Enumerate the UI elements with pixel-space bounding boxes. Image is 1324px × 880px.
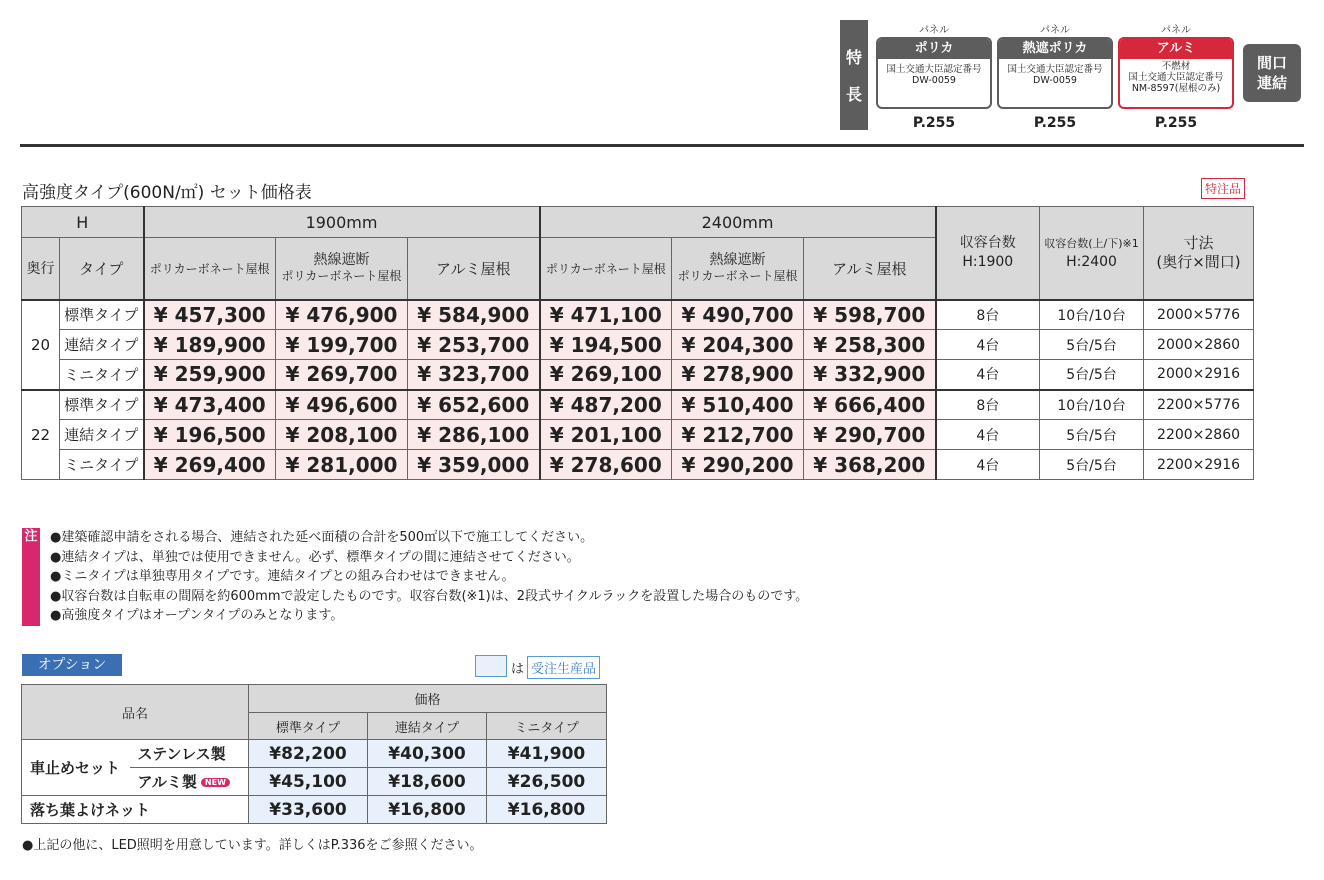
size-cell: 2200×2860 bbox=[1144, 420, 1254, 450]
panel-card-heat-polycarbonate[interactable] bbox=[997, 37, 1113, 109]
header-divider bbox=[20, 144, 1304, 147]
panel-page-link[interactable]: P.255 bbox=[912, 115, 956, 131]
price-row bbox=[22, 390, 1254, 420]
capacity2-cell: 5台/5台 bbox=[1040, 360, 1144, 390]
option-sub-aluminum bbox=[130, 768, 249, 796]
price-cell: ¥ 269,700 bbox=[276, 360, 408, 390]
item-name-header: 品名 bbox=[22, 685, 249, 740]
price-cell: ¥ 208,100 bbox=[276, 420, 408, 450]
option-price: ¥45,100 bbox=[249, 768, 368, 796]
panel-detail: NM-8597(屋根のみ) bbox=[1131, 83, 1221, 94]
price-table-title: 高強度タイプ(600N/㎡) セット価格表 bbox=[22, 183, 312, 203]
note-item: ●収容台数は自転車の間隔を約600mmで設定したものです。収容台数(※1)は、2段式サイクルラックを設置した場合のものです。 bbox=[50, 588, 809, 604]
options-badge: オプション bbox=[22, 654, 122, 676]
panel-caption: パネル bbox=[919, 25, 949, 36]
frontage-connection-tab[interactable] bbox=[1243, 44, 1301, 102]
type-name: 連結タイプ bbox=[60, 330, 144, 360]
price-cell: ¥ 278,900 bbox=[672, 360, 804, 390]
panel-name: アルミ bbox=[1120, 39, 1232, 59]
group-header-2400: 2400mm bbox=[540, 207, 936, 238]
depth-header: 奥行 bbox=[22, 238, 60, 300]
capacity2-label: 収容台数(上/下)※1 bbox=[1044, 236, 1139, 250]
capacity2-cell: 10台/10台 bbox=[1040, 300, 1144, 330]
roof-line: ポリカーボネート屋根 bbox=[677, 269, 798, 284]
size-cell: 2000×2860 bbox=[1144, 330, 1254, 360]
type-name: ミニタイプ bbox=[60, 360, 144, 390]
price-table bbox=[21, 206, 1254, 480]
size-header bbox=[1144, 207, 1254, 300]
depth-value: 22 bbox=[22, 390, 60, 480]
price-cell: ¥ 332,900 bbox=[804, 360, 936, 390]
capacity2-cell: 5台/5台 bbox=[1040, 450, 1144, 480]
price-cell: ¥ 666,400 bbox=[804, 390, 936, 420]
capacity1-header bbox=[936, 207, 1040, 300]
option-name-leaf-net: 落ち葉よけネット bbox=[22, 796, 249, 824]
option-sub-label: アルミ製 bbox=[137, 773, 197, 791]
option-price: ¥33,600 bbox=[249, 796, 368, 824]
capacity1-cell: 4台 bbox=[936, 360, 1040, 390]
options-table bbox=[21, 684, 607, 824]
roof-polycarbonate: ポリカーボネート屋根 bbox=[144, 238, 276, 300]
features-tab-char-2: 長 bbox=[845, 85, 862, 104]
panel-caption: パネル bbox=[1161, 25, 1191, 36]
price-cell: ¥ 194,500 bbox=[540, 330, 672, 360]
option-price: ¥41,900 bbox=[487, 740, 607, 768]
price-cell: ¥ 259,900 bbox=[144, 360, 276, 390]
special-order-badge: 特注品 bbox=[1201, 178, 1245, 199]
roof-line: 熱線遮断 bbox=[709, 252, 766, 269]
price-cell: ¥ 496,600 bbox=[276, 390, 408, 420]
legend-ha: は bbox=[511, 662, 525, 677]
group-header-1900: 1900mm bbox=[144, 207, 540, 238]
price-cell: ¥ 290,200 bbox=[672, 450, 804, 480]
panel-name: ポリカ bbox=[878, 39, 990, 59]
roof-polycarbonate: ポリカーボネート屋根 bbox=[540, 238, 672, 300]
price-cell: ¥ 584,900 bbox=[408, 300, 540, 330]
price-row bbox=[22, 420, 1254, 450]
size-cell: 2000×5776 bbox=[1144, 300, 1254, 330]
price-cell: ¥ 457,300 bbox=[144, 300, 276, 330]
maguchi-line: 連結 bbox=[1256, 74, 1287, 92]
capacity2-cell: 5台/5台 bbox=[1040, 330, 1144, 360]
new-badge: NEW bbox=[201, 778, 230, 787]
price-cell: ¥ 473,400 bbox=[144, 390, 276, 420]
type-mini-header: ミニタイプ bbox=[487, 713, 607, 740]
capacity1-cell: 8台 bbox=[936, 300, 1040, 330]
size-cell: 2200×2916 bbox=[1144, 450, 1254, 480]
roof-line: 熱線遮断 bbox=[313, 252, 370, 269]
size-cell: 2200×5776 bbox=[1144, 390, 1254, 420]
price-cell: ¥ 368,200 bbox=[804, 450, 936, 480]
price-cell: ¥ 286,100 bbox=[408, 420, 540, 450]
panel-detail: 不燃材 bbox=[1161, 61, 1191, 72]
price-cell: ¥ 281,000 bbox=[276, 450, 408, 480]
panel-name: 熱遮ポリカ bbox=[999, 39, 1111, 59]
panel-page-link[interactable]: P.255 bbox=[1154, 115, 1198, 131]
price-cell: ¥ 204,300 bbox=[672, 330, 804, 360]
price-cell: ¥ 652,600 bbox=[408, 390, 540, 420]
capacity1-cell: 4台 bbox=[936, 330, 1040, 360]
type-name: 標準タイプ bbox=[60, 390, 144, 420]
note-item: ●建築確認申請をされる場合、連結された延べ面積の合計を500㎡以下で施工してください。 bbox=[50, 530, 594, 545]
panel-detail: 国土交通大臣認定番号 bbox=[886, 64, 982, 75]
price-cell: ¥ 490,700 bbox=[672, 300, 804, 330]
price-cell: ¥ 278,600 bbox=[540, 450, 672, 480]
price-cell: ¥ 189,900 bbox=[144, 330, 276, 360]
price-cell: ¥ 258,300 bbox=[804, 330, 936, 360]
capacity1-height: H:1900 bbox=[962, 253, 1014, 270]
panel-detail: DW-0059 bbox=[912, 75, 956, 86]
price-row bbox=[22, 450, 1254, 480]
option-price: ¥16,800 bbox=[487, 796, 607, 824]
price-cell: ¥ 212,700 bbox=[672, 420, 804, 450]
panel-card-aluminum[interactable] bbox=[1118, 37, 1234, 109]
panel-detail: DW-0059 bbox=[1033, 75, 1077, 86]
features-tab bbox=[840, 20, 868, 130]
roof-aluminum: アルミ屋根 bbox=[408, 238, 540, 300]
roof-line: ポリカーボネート屋根 bbox=[281, 269, 402, 284]
price-cell: ¥ 323,700 bbox=[408, 360, 540, 390]
panel-caption: パネル bbox=[1040, 25, 1070, 36]
type-name: 標準タイプ bbox=[60, 300, 144, 330]
panel-card-polycarbonate[interactable] bbox=[876, 37, 992, 109]
note-item: ●高強度タイプはオープンタイプのみとなります。 bbox=[50, 608, 344, 624]
size-sub: (奥行×間口) bbox=[1156, 252, 1241, 271]
price-row bbox=[22, 300, 1254, 330]
capacity2-header bbox=[1040, 207, 1144, 300]
h-header: H bbox=[22, 207, 144, 238]
price-cell: ¥ 471,100 bbox=[540, 300, 672, 330]
price-header: 価格 bbox=[249, 685, 607, 713]
type-name: ミニタイプ bbox=[60, 450, 144, 480]
price-cell: ¥ 196,500 bbox=[144, 420, 276, 450]
type-connect-header: 連結タイプ bbox=[368, 713, 487, 740]
legend-swatch bbox=[475, 655, 507, 677]
option-price: ¥82,200 bbox=[249, 740, 368, 768]
capacity2-height: H:2400 bbox=[1066, 253, 1117, 270]
note-mark: 注 bbox=[22, 528, 40, 626]
capacity1-cell: 4台 bbox=[936, 420, 1040, 450]
note-item: ●連結タイプは、単独では使用できません。必ず、標準タイプの間に連結させてください。 bbox=[50, 549, 580, 565]
option-price: ¥40,300 bbox=[368, 740, 487, 768]
roof-heat-polycarbonate bbox=[672, 238, 804, 300]
price-row bbox=[22, 360, 1254, 390]
size-cell: 2000×2916 bbox=[1144, 360, 1254, 390]
capacity2-cell: 10台/10台 bbox=[1040, 390, 1144, 420]
note-item: ●ミニタイプは単独専用タイプです。連結タイプとの組み合わせはできません。 bbox=[50, 569, 515, 585]
price-cell: ¥ 199,700 bbox=[276, 330, 408, 360]
capacity1-cell: 4台 bbox=[936, 450, 1040, 480]
capacity1-label: 収容台数 bbox=[959, 234, 1016, 251]
price-table-body bbox=[22, 300, 1254, 480]
price-cell: ¥ 290,700 bbox=[804, 420, 936, 450]
price-cell: ¥ 487,200 bbox=[540, 390, 672, 420]
type-name: 連結タイプ bbox=[60, 420, 144, 450]
price-cell: ¥ 476,900 bbox=[276, 300, 408, 330]
type-header: タイプ bbox=[60, 238, 144, 300]
option-price: ¥26,500 bbox=[487, 768, 607, 796]
footer-note: ●上記の他に、LED照明を用意しています。詳しくはP.336をご参照ください。 bbox=[22, 838, 483, 853]
maguchi-line: 間口 bbox=[1256, 54, 1287, 72]
price-cell: ¥ 269,100 bbox=[540, 360, 672, 390]
type-standard-header: 標準タイプ bbox=[249, 713, 368, 740]
option-price: ¥18,600 bbox=[368, 768, 487, 796]
depth-value: 20 bbox=[22, 300, 60, 390]
price-cell: ¥ 253,700 bbox=[408, 330, 540, 360]
option-name-car-stop: 車止めセット bbox=[22, 740, 130, 796]
price-cell: ¥ 510,400 bbox=[672, 390, 804, 420]
price-cell: ¥ 269,400 bbox=[144, 450, 276, 480]
option-price: ¥16,800 bbox=[368, 796, 487, 824]
size-label: 寸法 bbox=[1183, 233, 1214, 252]
price-cell: ¥ 598,700 bbox=[804, 300, 936, 330]
price-cell: ¥ 359,000 bbox=[408, 450, 540, 480]
panel-detail: 国土交通大臣認定番号 bbox=[1007, 64, 1103, 75]
price-row bbox=[22, 330, 1254, 360]
capacity2-cell: 5台/5台 bbox=[1040, 420, 1144, 450]
roof-heat-polycarbonate bbox=[276, 238, 408, 300]
option-sub-stainless: ステンレス製 bbox=[130, 740, 249, 768]
note-list bbox=[50, 528, 1010, 626]
capacity1-cell: 8台 bbox=[936, 390, 1040, 420]
features-tab-char-1: 特 bbox=[845, 48, 862, 67]
panel-page-link[interactable]: P.255 bbox=[1033, 115, 1077, 131]
made-to-order-label: 受注生産品 bbox=[527, 656, 600, 679]
price-cell: ¥ 201,100 bbox=[540, 420, 672, 450]
panel-detail: 国土交通大臣認定番号 bbox=[1128, 72, 1224, 83]
roof-aluminum: アルミ屋根 bbox=[804, 238, 936, 300]
